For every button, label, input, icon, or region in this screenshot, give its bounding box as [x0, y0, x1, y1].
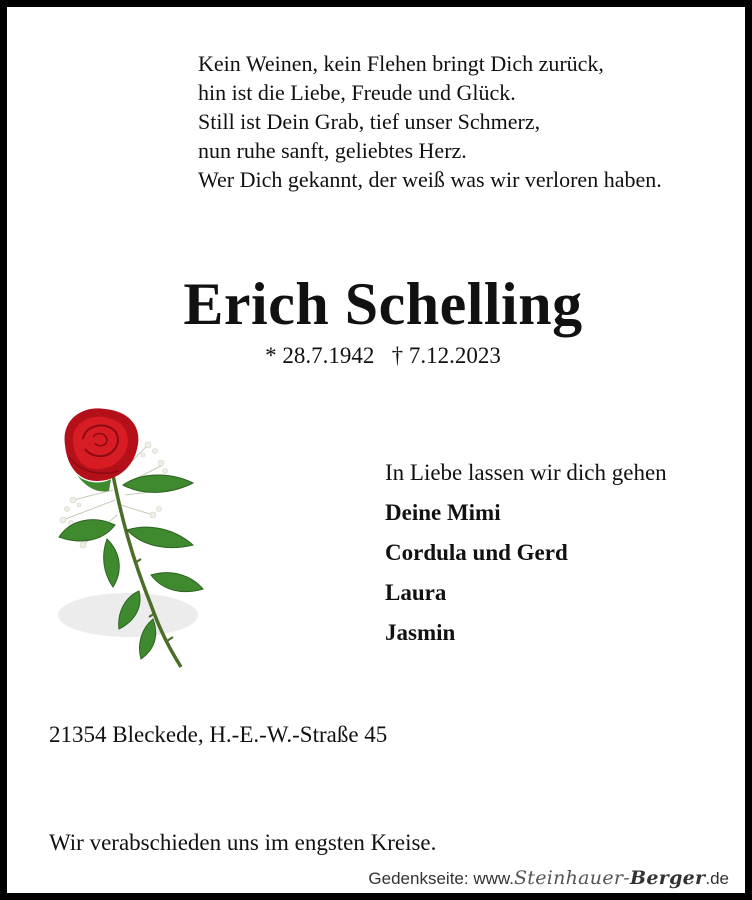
brand-separator: - [623, 867, 631, 889]
memorial-link-suffix: .de [705, 869, 729, 888]
poem-line: Still ist Dein Grab, tief unser Schmerz, [198, 109, 541, 134]
mourner-name: Deine Mimi [385, 500, 501, 525]
poem-line: nun ruhe sanft, geliebtes Herz. [198, 138, 467, 163]
mourner-name: Laura [385, 580, 447, 605]
address: 21354 Bleckede, H.-E.-W.-Straße 45 [49, 722, 388, 747]
deceased-name: Erich Schelling [183, 271, 583, 337]
poem-line: hin ist die Liebe, Freude und Glück. [198, 80, 516, 105]
red-rose-icon [43, 405, 213, 673]
memorial-page-link[interactable] [368, 865, 729, 892]
mourner-name: Cordula und Gerd [385, 540, 568, 565]
mourners-lead: In Liebe lassen wir dich gehen [385, 460, 667, 485]
memorial-link-prefix: Gedenkseite: www. [368, 869, 514, 888]
poem [198, 49, 662, 194]
mourner-name: Jasmin [385, 620, 456, 645]
poem-line: Kein Weinen, kein Flehen bringt Dich zurück, [198, 51, 604, 76]
poem-line: Wer Dich gekannt, der weiß was wir verloren haben. [198, 167, 662, 192]
farewell-note: Wir verabschieden uns im engsten Kreise. [49, 830, 437, 855]
brand-logo [514, 867, 705, 889]
brand-part-1: Steinhauer [513, 867, 624, 889]
brand-part-2: Berger [630, 867, 706, 889]
life-dates: * 28.7.1942 † 7.12.2023 [265, 343, 501, 368]
mourners-block [385, 453, 667, 653]
